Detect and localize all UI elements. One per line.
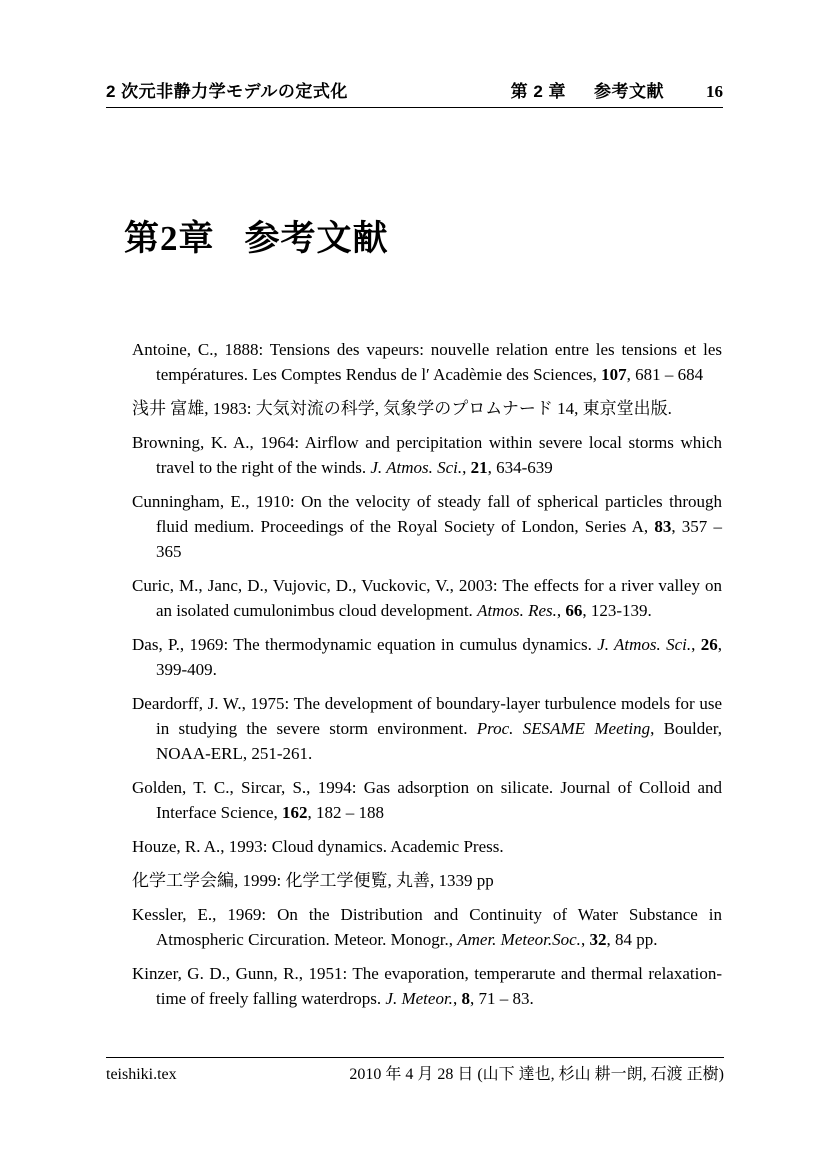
bib-entry [132, 632, 722, 682]
header-chapter-label: 第 2 章 [510, 82, 566, 101]
bib-entry-segment: , [580, 930, 590, 949]
bib-entry-segment: Amer. Meteor.Soc. [457, 930, 581, 949]
bib-entry-segment: Cunningham, E., 1910: On the velocity of steady fall of spherical particles through fluid medium. Proceedings of the Royal Society of London, Series A, [132, 492, 722, 536]
bib-entry-segment: , [691, 635, 701, 654]
bib-entry-segment: 32 [589, 930, 607, 949]
bib-entry [132, 430, 722, 480]
header-section-title: 2 次元非静力学モデルの定式化 [106, 82, 348, 101]
bib-entry-segment: Houze, R. A., 1993: Cloud dynamics. Academic Press. [132, 837, 504, 856]
bib-entry-segment: 8 [461, 989, 470, 1008]
bib-entry-segment: Golden, T. C., Sircar, S., 1994: Gas adsorption on silicate. Journal of Colloid and Interface Science, [132, 778, 722, 822]
bib-entry-segment: 162 [282, 803, 308, 822]
chapter-prefix: 第 [124, 219, 161, 258]
chapter-number: 2 [160, 219, 179, 258]
bib-entry-segment: , [452, 989, 462, 1008]
bib-entry-segment: , 123-139. [582, 601, 652, 620]
bib-entry [132, 573, 722, 623]
bib-entry-segment: , 399-409. [156, 635, 722, 679]
header-right-group [511, 82, 723, 102]
bib-entry-segment: Browning, K. A., 1964: Airflow and percipitation within severe local storms which travel to the right of the winds. [132, 433, 722, 477]
footer-date-authors: 2010 年 4 月 28 日 (山下 達也, 杉山 耕一朗, 石渡 正樹) [349, 1066, 724, 1083]
bib-entry-segment: , 71 – 83. [469, 989, 534, 1008]
bib-entry-segment: , 681 – 684 [626, 365, 704, 384]
bib-entry [132, 834, 722, 859]
bib-entry [132, 868, 722, 893]
bib-entry-segment: 化学工学会編, 1999: 化学工学便覧, 丸善, 1339 pp [132, 871, 494, 890]
page-number: 16 [706, 82, 723, 101]
bib-entry-segment: J. Atmos. Sci. [370, 458, 463, 477]
bib-entry-segment: Kinzer, G. D., Gunn, R., 1951: The evaporation, temperarute and thermal relaxation-time of freely falling waterdrops. [132, 964, 722, 1008]
bib-entry-segment: Atmos. Res. [477, 601, 557, 620]
bib-entry-segment: , [462, 458, 471, 477]
chapter-suffix: 章 [178, 219, 215, 258]
bib-entry-segment: J. Atmos. Sci. [597, 635, 692, 654]
bib-entry-segment: , 84 pp. [606, 930, 658, 949]
bib-entry-segment: 107 [601, 365, 627, 384]
bib-entry [132, 396, 722, 421]
bib-entry-segment: Kessler, E., 1969: On the Distribution and Continuity of Water Substance in Atmospheric Circuration. Meteor. Monogr., [132, 905, 722, 949]
bib-entry-segment: 66 [565, 601, 583, 620]
bib-entry-segment: Deardorff, J. W., 1975: The development of boundary-layer turbulence models for use in studying the severe storm environment. [132, 694, 722, 738]
bib-entry [132, 691, 722, 766]
bib-entry-segment: Curic, M., Janc, D., Vujovic, D., Vuckovic, V., 2003: The effects for a river valley on an isolated cumulonimbus cloud development. [132, 576, 722, 620]
bib-entry-segment: 83 [654, 517, 672, 536]
bib-entry [132, 902, 722, 952]
bib-entry-segment: 26 [700, 635, 718, 654]
bibliography-list [132, 337, 722, 1020]
page-footer [106, 1057, 724, 1084]
footer-filename: teishiki.tex [106, 1066, 177, 1083]
bib-entry [132, 775, 722, 825]
bib-entry-segment: Antoine, C., 1888: Tensions des vapeurs: nouvelle relation entre les tensions et les températures. Les Comptes Rendus de l′ Acadèmie des Sciences, [132, 340, 722, 384]
running-header [106, 82, 723, 108]
bib-entry [132, 489, 722, 564]
bib-entry [132, 337, 722, 387]
bib-entry-segment: , Boulder, NOAA-ERL, 251-261. [156, 719, 722, 763]
bib-entry-segment: Das, P., 1969: The thermodynamic equation in cumulus dynamics. [132, 635, 598, 654]
bib-entry [132, 961, 722, 1011]
chapter-heading [124, 219, 389, 259]
bib-entry-segment: , [556, 601, 566, 620]
bib-entry-segment: , 182 – 188 [307, 803, 384, 822]
bib-entry-segment: Proc. SESAME Meeting [476, 719, 651, 738]
bib-entry-segment: 浅井 富雄, 1983: 大気対流の科学, 気象学のプロムナード 14, 東京堂出版. [132, 399, 672, 418]
header-chapter-title: 参考文献 [594, 82, 664, 101]
bib-entry-segment: , 357 – 365 [156, 517, 722, 561]
bib-entry-segment: , 634-639 [487, 458, 553, 477]
chapter-title-text: 参考文献 [244, 219, 389, 258]
bib-entry-segment: J. Meteor. [385, 989, 453, 1008]
bib-entry-segment: 21 [470, 458, 488, 477]
